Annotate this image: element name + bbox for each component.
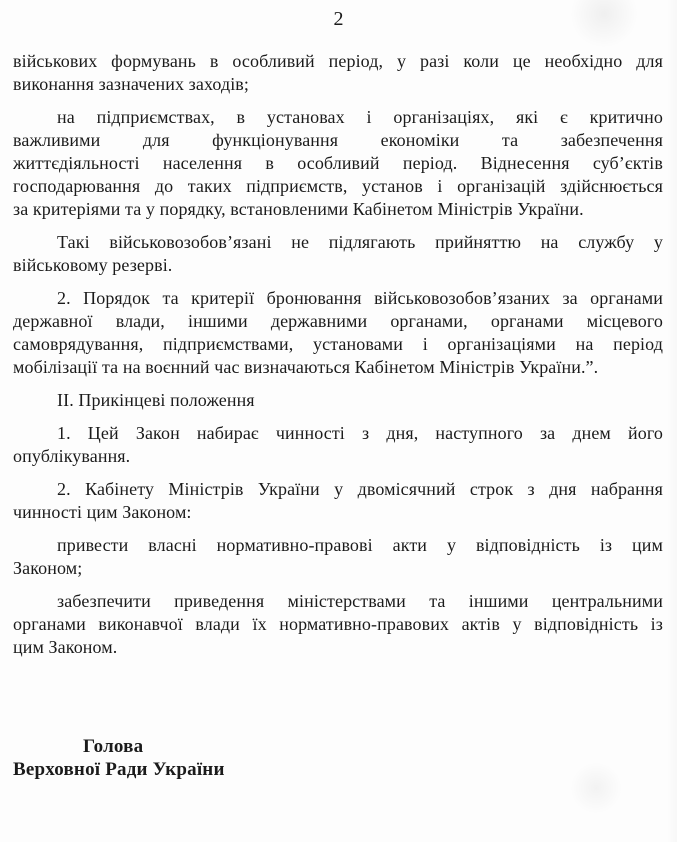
paragraph xyxy=(13,287,663,379)
paragraph xyxy=(13,389,663,412)
document-body xyxy=(13,50,663,659)
paragraph xyxy=(13,422,663,468)
text-line: 2. Порядок та критерії бронювання військовозобов’язаних за органами xyxy=(57,288,663,308)
text-line: опублікування. xyxy=(13,446,131,466)
text-line: органами виконавчої влади їх нормативно-правових актів у відповідність із xyxy=(13,614,663,634)
text-line: 1. Цей Закон набирає чинності з дня, наступного за днем його xyxy=(57,423,663,443)
paragraph xyxy=(13,478,663,524)
text-line: військовому резерві. xyxy=(13,255,173,275)
text-line: за критеріями та у порядку, встановленими Кабінетом Міністрів України. xyxy=(13,199,584,219)
text-line: 2. Кабінету Міністрів України у двомісячний строк з дня набрання xyxy=(57,479,663,499)
signature-organization: Верховної Ради України xyxy=(13,759,225,780)
text-line: самоврядування, підприємствами, установами і організаціями на період xyxy=(13,334,663,354)
signature-title: Голова xyxy=(83,736,144,757)
paragraph xyxy=(13,231,663,277)
text-line: виконання зазначених заходів; xyxy=(13,74,250,94)
text-line: привести власні нормативно-правові акти у відповідність із цим xyxy=(57,535,663,555)
page-number: 2 xyxy=(333,8,344,30)
text-line: чинності цим Законом: xyxy=(13,502,192,522)
signature-block xyxy=(13,735,663,781)
paragraph xyxy=(13,590,663,659)
text-line: мобілізації та на воєнний час визначаються Кабінетом Міністрів України.”. xyxy=(13,357,599,377)
paragraph xyxy=(13,50,663,96)
text-line: життєдіяльності населення в особливий період. Віднесення суб’єктів xyxy=(13,153,663,173)
text-line: на підприємствах, в установах і організаціях, які є критично xyxy=(57,107,663,127)
text-line: забезпечити приведення міністерствами та іншими центральними xyxy=(57,591,663,611)
paragraph xyxy=(13,106,663,221)
text-line: важливими для функціонування економіки та забезпечення xyxy=(13,130,663,150)
text-line: цим Законом. xyxy=(13,637,118,657)
paragraph xyxy=(13,534,663,580)
text-line: Законом; xyxy=(13,558,83,578)
text-line: Такі військовозобов’язані не підлягають прийняттю на службу у xyxy=(57,232,663,252)
text-line: господарювання до таких підприємств, установ і організацій здійснюється xyxy=(13,176,663,196)
text-line: ІІ. Прикінцеві положення xyxy=(57,390,255,410)
text-line: військових формувань в особливий період, у разі коли це необхідно для xyxy=(13,51,663,71)
text-line: державної влади, іншими державними органами, органами місцевого xyxy=(13,311,663,331)
